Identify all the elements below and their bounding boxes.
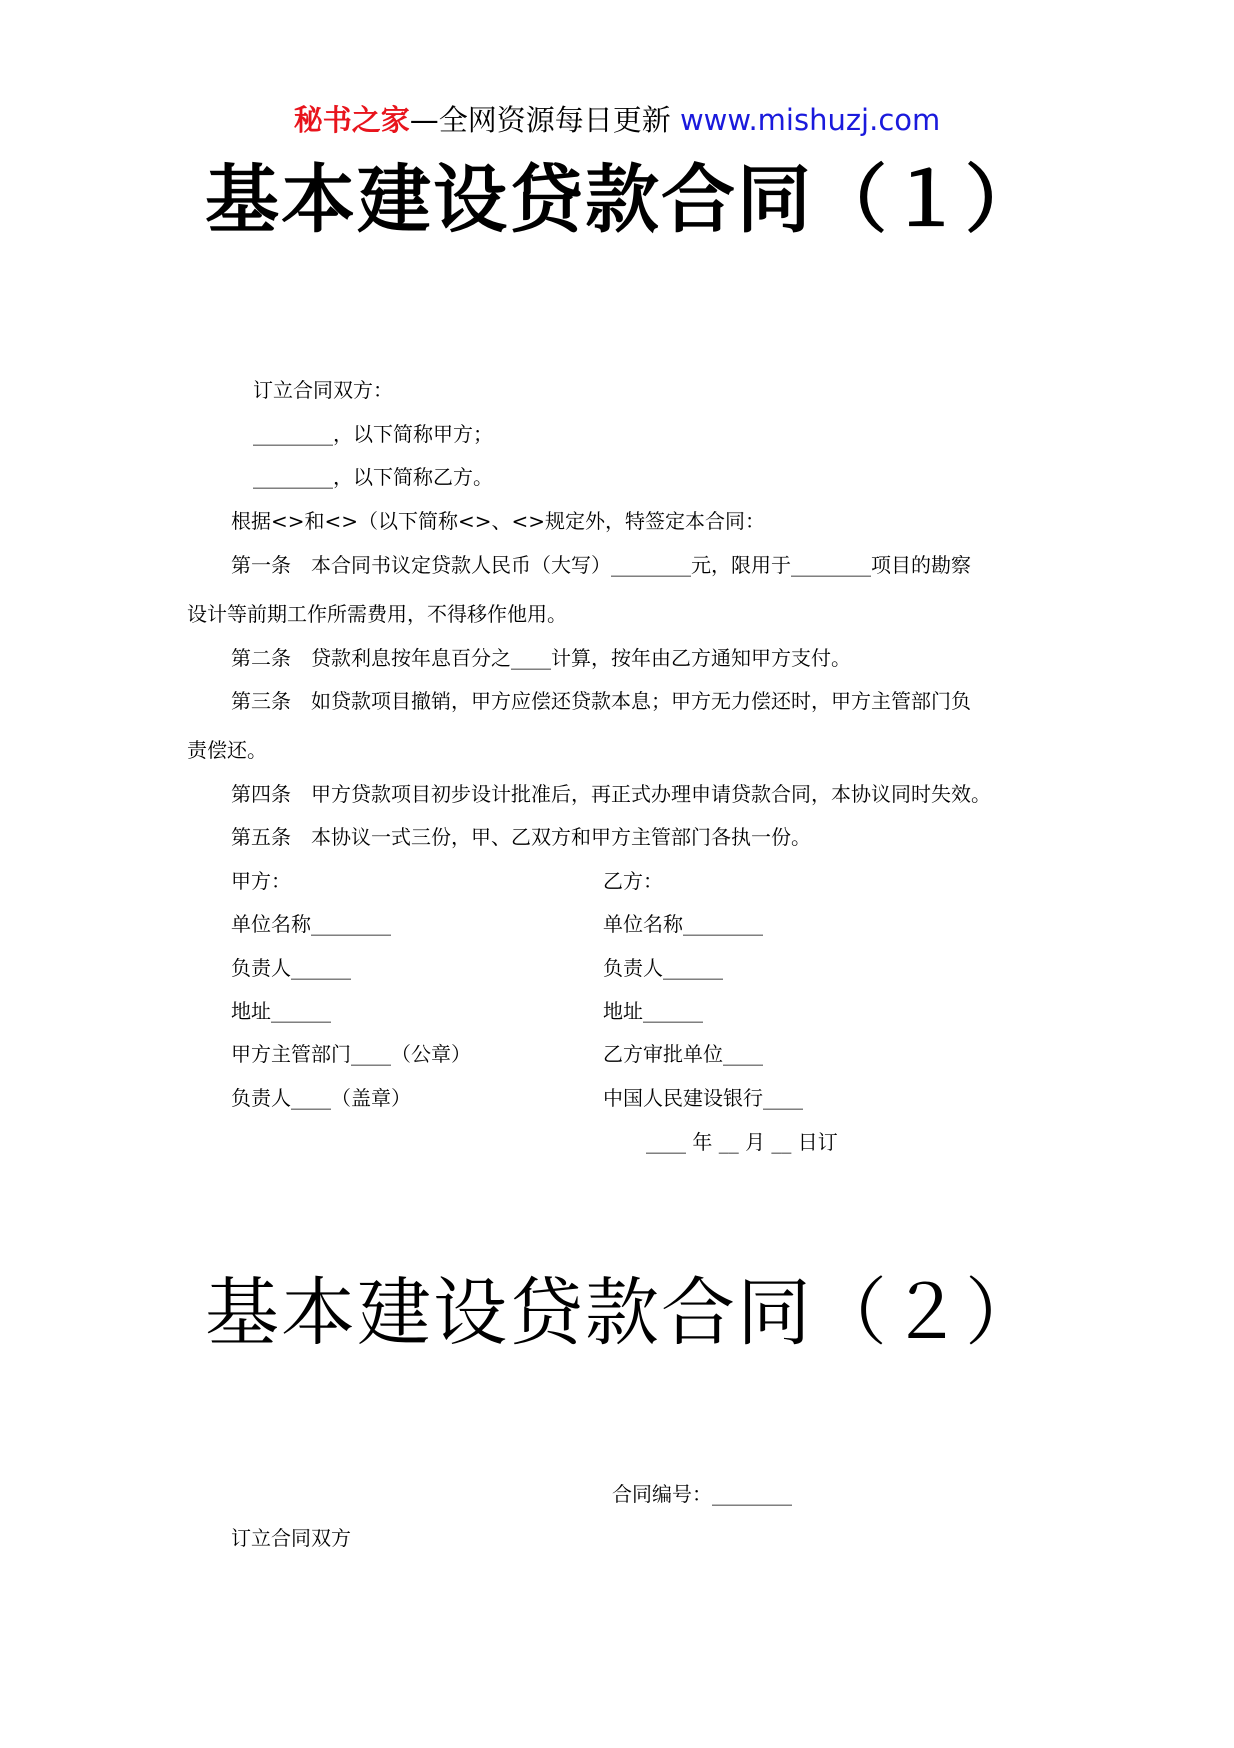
contract1-basis: 根据<>和<>（以下简称<>、<>规定外，特签定本合同： [231,509,766,533]
contract1-title: 基本建设贷款合同（１） [205,157,1041,243]
party-b-unit-name: 单位名称________ [603,912,763,936]
party-a-address: 地址______ [231,999,331,1023]
contract1-party-a-line: ________，以下简称甲方； [253,422,493,446]
contract1-article5: 第五条 本协议一式三份，甲、乙双方和甲方主管部门各执一份。 [231,825,811,849]
party-b-approval-unit: 乙方审批单位____ [603,1042,763,1066]
banner-tagline: —全网资源每日更新 [409,103,680,137]
party-a-supervising-dept: 甲方主管部门____（公章） [231,1042,471,1066]
party-b-bank: 中国人民建设银行____ [603,1086,803,1110]
contract1-party-b-line: ________，以下简称乙方。 [253,465,493,489]
contract1-article3-line2: 责偿还。 [187,738,267,762]
contract1-parties-intro: 订立合同双方： [253,378,393,402]
party-a-unit-name: 单位名称________ [231,912,391,936]
contract2-title: 基本建设贷款合同（２） [205,1270,1041,1356]
contract1-article1-line2: 设计等前期工作所需费用，不得移作他用。 [187,602,567,626]
party-a-leader: 负责人______ [231,956,351,980]
party-b-label: 乙方： [603,869,663,893]
site-banner [0,100,1234,140]
contract1-article4: 第四条 甲方贷款项目初步设计批准后，再正式办理申请贷款合同，本协议同时失效。 [231,782,991,806]
banner-url-link[interactable]: www.mishuzj.com [679,103,941,137]
banner-brand: 秘书之家 [293,103,410,137]
party-b-address: 地址______ [603,999,703,1023]
contract1-article2: 第二条 贷款利息按年息百分之____计算，按年由乙方通知甲方支付。 [231,646,851,670]
contract1-article3-line1: 第三条 如贷款项目撤销，甲方应偿还贷款本息；甲方无力偿还时，甲方主管部门负 [231,689,971,713]
contract1-article1-line1: 第一条 本合同书议定贷款人民币（大写）________元，限用于________项目的勘察 [231,553,971,577]
contract2-contract-number: 合同编号：________ [612,1482,792,1506]
party-a-dept-leader: 负责人____（盖章） [231,1086,411,1110]
party-a-label: 甲方： [231,869,291,893]
contract1-date: ____ 年 __ 月 __ 日订 [646,1130,838,1154]
party-b-leader: 负责人______ [603,956,723,980]
contract2-parties-intro: 订立合同双方 [231,1526,351,1550]
